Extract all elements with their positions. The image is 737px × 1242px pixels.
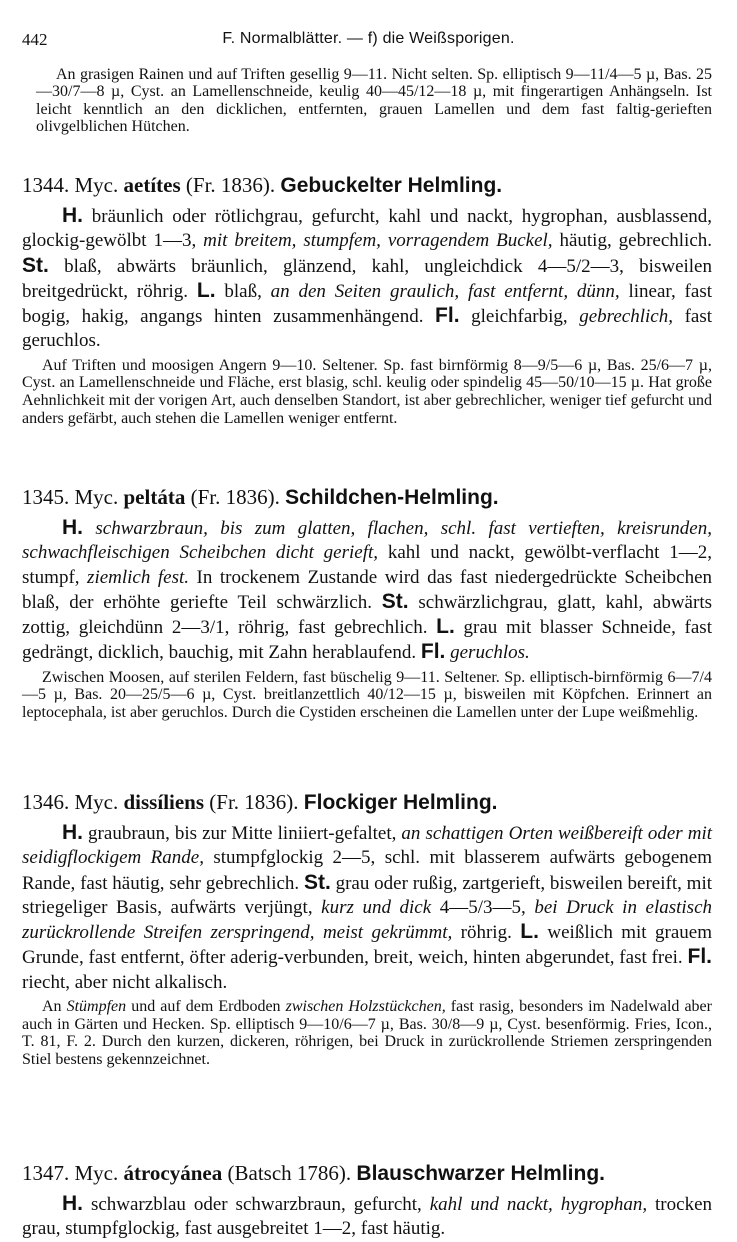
text-segment: trocken grau, stumpfglockig, fast ausgebreitet 1—2, fast häutig. — [22, 1194, 712, 1240]
text-segment: bräunlich oder rötlichgrau, gefurcht, kahl und nackt, hygrophan, ausblassend, glockig-gewölbt 1—3, — [22, 206, 712, 252]
text-segment: gleichfarbig, — [459, 306, 580, 328]
species-heading — [22, 172, 712, 199]
page-number: 442 — [22, 30, 48, 49]
text-segment: röhrig. — [452, 922, 521, 944]
species-common-name: Gebuckelter Helmling. — [280, 174, 503, 197]
text-segment: riecht, aber nicht alkalisch. — [22, 971, 228, 993]
italic-text: an den Seiten graulich, fast entfernt, dünn, — [270, 280, 620, 302]
text-segment: blaß, abwärts bräunlich, glänzend, kahl, ungleichdick 4—5/2—3, bisweilen breitgedrückt, röhrig. — [22, 255, 712, 302]
text-segment: häutig, gebrechlich. — [552, 230, 713, 252]
part-label: Fl. — [687, 945, 712, 969]
part-label: H. — [62, 516, 83, 539]
species-entry-1346 — [22, 789, 712, 1068]
part-label: H. — [62, 821, 83, 844]
species-genus: Myc. — [74, 173, 119, 197]
italic-text: mit breitem, stumpfem, vorragendem Buckel, — [203, 230, 553, 252]
species-entry-1347 — [22, 1160, 712, 1242]
species-author: (Fr. 1836). — [209, 790, 299, 814]
species-author: (Batsch 1786). — [227, 1161, 352, 1185]
species-habitat: Zwischen Moosen, auf sterilen Feldern, fast büschelig 9—11. Seltener. Sp. elliptisch-birnförmig 6—7/4—5 µ, Bas. 20—25/5—6 µ, Cyst. breitlanzettlich 40/12—15 µ, bisweilen mit Köpfchen. Erinnert an leptocephala, ist aber geruchlos. Durch die Cystiden erscheinen die Lamellen unter der Lupe weißmehlig. — [22, 668, 712, 721]
species-heading — [22, 789, 712, 816]
species-genus: Myc. — [74, 485, 119, 509]
species-name: aetítes — [123, 173, 181, 197]
part-label: L. — [520, 920, 539, 944]
text-segment: grau oder rußig, zartgerieft, bisweilen bereift, mit striegeliger Basis, aufwärts verjüngt, — [22, 872, 712, 918]
intro-text: An grasigen Rainen und auf Triften gesellig 9—11. Nicht selten. Sp. elliptisch 9—11/4—5 µ, Bas. 25—30/7—8 µ, Cyst. an Lamellenschneide, keulig 40—45/12—18 µ, mit fingerartigen Anhängseln. Ist leicht kenntlich an den dicklichen, entfernten, grauen Lamellen und dem fast faltig-gerieften olivgelblichen Hütchen. — [36, 66, 712, 136]
part-label: L. — [196, 278, 216, 302]
species-number: 1344. — [22, 173, 70, 197]
species-heading — [22, 1160, 712, 1187]
species-entry-1344 — [22, 172, 712, 427]
italic-text: kahl und nackt, hygrophan, — [429, 1194, 648, 1215]
species-author: (Fr. 1836). — [190, 485, 280, 509]
part-label: L. — [436, 615, 455, 639]
text-segment: grau mit blasser Schneide, fast gedrängt, dicklich, bauchig, mit Zahn herablaufend. — [22, 617, 712, 664]
text-segment: und auf dem Erdboden — [126, 998, 286, 1016]
part-label: Fl. — [435, 304, 460, 328]
italic-text: ziemlich fest. — [87, 566, 190, 588]
text-segment: In trockenem Zustande wird das fast niedergedrückte Scheibchen blaß, der erhöhte geriefte Teil schwärzlich. — [22, 566, 712, 613]
text-segment: fast geruchlos. — [22, 306, 713, 352]
part-label: St. — [303, 870, 331, 894]
species-habitat: Auf Triften und moosigen Angern 9—10. Seltener. Sp. fast birnförmig 8—9/5—6 µ, Bas. 25/6—7 µ, Cyst. an Lamellenschneide und Fläche, erst blasig, schl. keulig oder spindelig 45—50/10—15 µ. Hat große Aehnlichkeit mit der vorigen Art, auch denselben Standort, ist aber gebrechlicher, weniger tief gefurcht und anders gefärbt, auch stehen die Lamellen weniger entfernt. — [22, 356, 712, 427]
text-segment: stumpfglockig 2—5, schl. mit blasserem aufwärts gebogenem Rande, fast häutig, sehr gebrechlich. — [22, 847, 713, 894]
italic-text: schwarzbraun, bis zum glatten, flachen, schl. fast vertieften, kreisrunden, schwachfleischigen Scheibchen dicht gerieft, — [22, 518, 712, 564]
italic-text: zwischen Holzstückchen, — [285, 998, 446, 1016]
italic-text: geruchlos. — [450, 642, 530, 664]
italic-text: gebrechlich, — [579, 306, 673, 328]
species-number: 1346. — [22, 790, 70, 814]
running-title: F. Normalblätter. — f) die Weißsporigen. — [222, 30, 515, 47]
page-header — [0, 30, 737, 54]
text-segment: 4—5/3—5, — [431, 896, 535, 918]
species-name: peltáta — [123, 485, 186, 509]
text-segment: fast rasig, besonders im Nadelwald aber auch in Gärten und Hecken. Sp. elliptisch 9—10/6—7 µ, Bas. 30/8—9 µ, Cyst. besenförmig. Fries, Icon., T. 81, F. 2. Durch den kurzen, dickeren, röhrigen, bei Druck in zurückrollende Striemen zerspringenden Stiel bestens gekennzeichnet. — [22, 998, 712, 1068]
species-author: (Fr. 1836). — [185, 173, 276, 197]
species-habitat — [22, 998, 712, 1068]
species-heading — [22, 484, 712, 511]
italic-text: bei Druck in elastisch zurückrollende Streifen zerspringend, meist gekrümmt, — [22, 896, 713, 944]
part-label: St. — [22, 253, 49, 277]
species-number: 1347. — [22, 1161, 70, 1185]
species-description — [22, 204, 712, 354]
species-common-name: Flockiger Helmling. — [303, 791, 498, 814]
species-description — [22, 516, 712, 666]
species-genus: Myc. — [74, 1161, 119, 1185]
italic-text: Stümpfen — [66, 998, 127, 1016]
italic-text: an schattigen Orten weißbereift oder mit seidigflockigem Rande, — [22, 823, 712, 869]
text-segment: schwarzblau oder schwarzbraun, gefurcht, — [83, 1194, 430, 1215]
species-common-name: Blauschwarzer Helmling. — [356, 1162, 605, 1185]
species-name: dissíliens — [123, 790, 205, 814]
species-description — [22, 821, 712, 995]
text-segment: blaß, — [215, 280, 271, 302]
species-name: átrocyánea — [123, 1161, 223, 1185]
text-segment: graubraun, bis zur Mitte liniiert-gefaltet, — [83, 823, 402, 844]
species-number: 1345. — [22, 485, 70, 509]
part-label: H. — [62, 1192, 83, 1215]
part-label: St. — [381, 589, 409, 613]
species-entry-1345 — [22, 484, 712, 722]
text-segment: An — [42, 998, 67, 1016]
text-segment: weißlich mit grauem Grunde, fast entfernt, öfter aderig-verbunden, breit, weich, hinten abgerundet, fast frei. — [22, 922, 712, 969]
part-label: H. — [62, 204, 83, 227]
species-genus: Myc. — [74, 790, 119, 814]
text-segment: kahl und nackt, gewölbt-verflacht 1—2, stumpf, — [22, 542, 712, 588]
italic-text: kurz und dick — [321, 896, 432, 918]
part-label: Fl. — [420, 640, 446, 664]
text-segment: linear, fast bogig, hakig, angangs hinten zusammenhängend. — [22, 280, 712, 328]
text-segment: schwärzlichgrau, glatt, kahl, abwärts zottig, gleichdünn 2—3/1, röhrig, fast gebrechlich. — [22, 591, 712, 639]
species-common-name: Schildchen-Helmling. — [285, 486, 499, 509]
intro-habitat-paragraph — [36, 66, 712, 136]
species-description — [22, 1192, 712, 1242]
text-segment — [83, 518, 95, 539]
